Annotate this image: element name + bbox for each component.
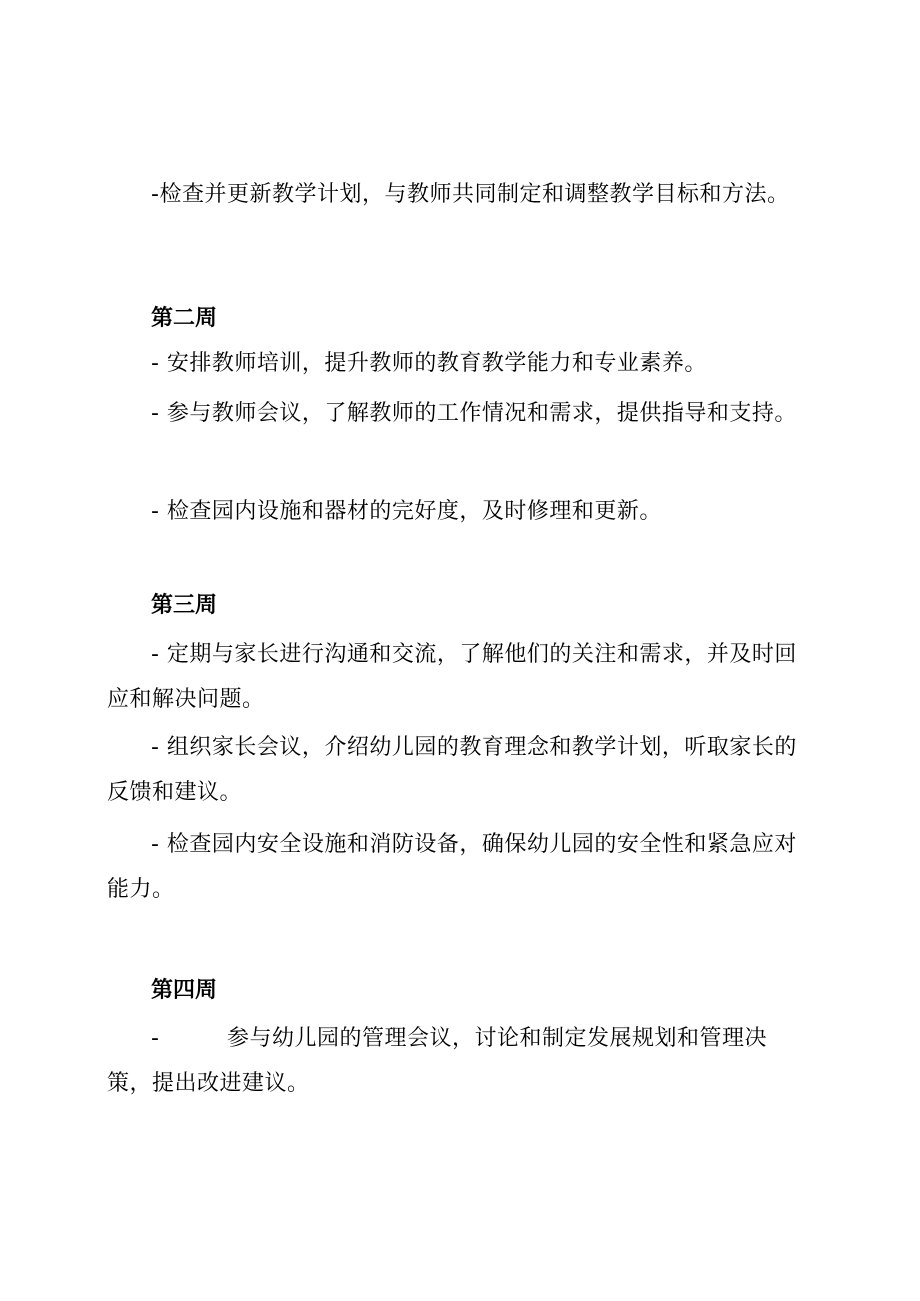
week-heading: 第四周 [151,978,218,1003]
list-item: - 检查园内安全设施和消防设备，确保幼儿园的安全性和紧急应对能力。 [107,832,797,902]
list-item: - 安排教师培训，提升教师的教育教学能力和专业素养。 [151,351,707,376]
list-item: - 组织家长会议，介绍幼儿园的教育理念和教学计划，听取家长的反馈和建议。 [107,735,797,805]
intro-item: -检查并更新教学计划，与教师共同制定和调整教学目标和方法。 [151,182,790,207]
list-item: - 参与幼儿园的管理会议，讨论和制定发展规划和管理决策，提出改进建议。 [107,1026,767,1096]
week-heading: 第三周 [151,593,218,618]
list-item: - 参与教师会议，了解教师的工作情况和需求，提供指导和支持。 [151,401,797,426]
list-item: - 检查园内设施和器材的完好度，及时修理和更新。 [151,499,662,524]
list-item: - 定期与家长进行沟通和交流，了解他们的关注和需求，并及时回应和解决问题。 [107,642,797,712]
week-heading: 第二周 [151,306,218,331]
